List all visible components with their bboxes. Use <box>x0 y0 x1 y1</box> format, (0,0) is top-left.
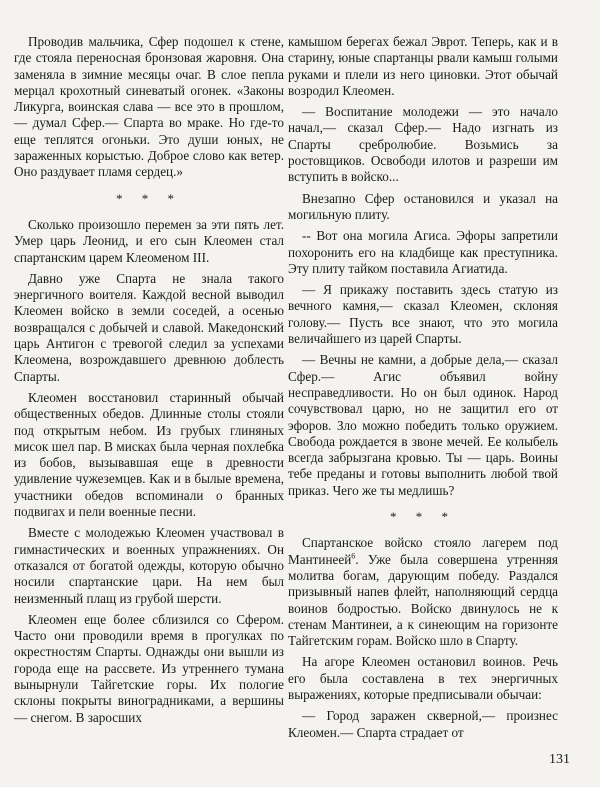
paragraph: Клеомен восстановил старинный обычай общественных обедов. Длинные столы стояли под открытым небом. Из грубых глиняных мисок шел пар. В мисках была черная похлебка из бобов, вызывавшая еще в древности удивление чужеземцев. Как и в былые времена, участники обедов вспоминали о бранных подвигах и пели военные песни. <box>14 389 284 520</box>
paragraph-text: . Уже была совершена утренняя молитва богам, дарующим победу. Раздался призывный напев флейт, наполняющий сердца воинов бодростью. Войско двинулось не к стенам Мантинеи, а к синеющим на горизонте Тайгетским горам. Войско шло в Спарту. <box>288 551 558 649</box>
paragraph: — Город заражен скверной,— произнес Клеомен.— Спарта страдает от <box>288 708 558 740</box>
paragraph: — Воспитание молодежи — это начало начал,— сказал Сфер.— Надо изгнать из Спарты сребролюбие. Возьмись за ростовщиков. Освободи илотов и разреши им вступить в войско... <box>288 104 558 185</box>
section-separator: * * * <box>390 509 456 525</box>
paragraph: -- Вот она могила Агиса. Эфоры запретили похоронить его на кладбище как преступника. Эту плиту тайком поставила Агиатида. <box>288 228 558 276</box>
paragraph: камышом берегах бежал Эврот. Теперь, как и в старину, юные спартанцы рвали камыш голыми руками и плели из него циновки. Этот обычай возродил Клеомен. <box>288 34 558 98</box>
right-column <box>288 34 558 746</box>
paragraph: На агоре Клеомен остановил воинов. Речь его была составлена в тех энергичных выражениях, которые предписывали обычаи: <box>288 654 558 702</box>
paragraph: Клеомен еще более сблизился со Сфером. Часто они проводили время в прогулках по окрестностям Спарты. Однажды они вышли из города еще на рассвете. Из утреннего тумана вынырнули Тайгетские горы. Их пологие склоны покрыты виноградниками, а вершины — снегом. В заросших <box>14 611 284 725</box>
footnote-marker[interactable]: 6 <box>351 551 356 561</box>
paragraph: Вместе с молодежью Клеомен участвовал в гимнастических и военных упражнениях. Он отказался от богатой одежды, которую обычно носили спартанские цари. На нем был неизменный плащ из грубой шерсти. <box>14 525 284 606</box>
page-number: 131 <box>549 752 570 767</box>
paragraph: Давно уже Спарта не знала такого энергичного воителя. Каждой весной выводил Клеомен войско в земли соседей, а осенью возвращался с добычей и славой. Македонский царь Антигон с тревогой следил за успехами Клеомена, возрождавшего древнюю доблесть Спарты. <box>14 270 284 384</box>
section-separator: * * * <box>116 190 182 206</box>
paragraph: — Я прикажу поставить здесь статую из вечного камня,— сказал Клеомен, склоняя голову.— Пусть все знают, что это могила величайшего из царей Спарты. <box>288 282 558 347</box>
paragraph: Внезапно Сфер остановился и указал на могильную плиту. <box>288 190 558 222</box>
paragraph <box>288 535 558 649</box>
paragraph-text: Спартанское войско стояло лагерем под Мантинеей <box>288 535 558 567</box>
paragraph: — Вечны не камни, а добрые дела,— сказал Сфер.— Агис объявил войну несправедливости. Но он был одинок. Народ сочувствовал царю, но не защитил его от эфоров. Зло можно победить только оружием. Свобода рождается в звоне мечей. Ее колыбель всегда забрызгана кровью. Ты — царь. Воины тебе преданы и готовы выполнить любой твой приказ. Чего же ты медлишь? <box>288 352 558 498</box>
paragraph: Проводив мальчика, Сфер подошел к стене, где стояла переносная бронзовая жаровня. Она заменяла в зимние месяцы очаг. В слое пепла мерцал крохотный синеватый огонек. «Законы Ликурга, воинская слава — все это в прошлом,— думал Сфер.— Спарта во мраке. Но где-то еще теплятся огоньки. Это души юных, не зараженных корыстью. Доброе слово как ветер. Оно раздувает пламя сердец.» <box>14 34 284 180</box>
paragraph: Сколько произошло перемен за эти пять лет. Умер царь Леонид, и его сын Клеомен стал спартанским царем Клеоменом III. <box>14 216 284 265</box>
left-column <box>14 34 284 731</box>
